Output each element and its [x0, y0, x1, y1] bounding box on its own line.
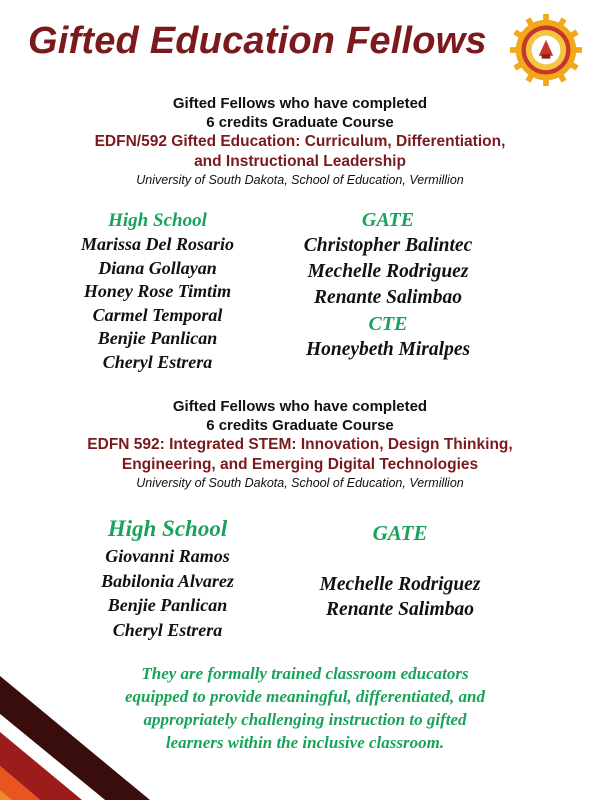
section2-high-school-name: Babilonia Alvarez: [101, 570, 234, 591]
section2-high-school-heading: High School: [107, 516, 228, 541]
section1-high-school-name: Marissa Del Rosario: [80, 234, 235, 254]
section2-high-school-name: Cheryl Estrera: [112, 619, 223, 640]
section1-high-school-name: Diana Gollayan: [98, 257, 217, 278]
section1-high-school-name: Carmel Temporal: [92, 304, 223, 325]
section2-gate-name: Mechelle Rodriguez: [319, 574, 481, 595]
section1-high-school-name: Benjie Panlican: [97, 328, 218, 348]
section2-course-line2: Engineering, and Emerging Digital Technologies: [121, 456, 479, 473]
section2-course-line1: EDFN 592: Integrated STEM: Innovation, Design Thinking,: [87, 436, 513, 453]
section1-gate-name: Mechelle Rodriguez: [307, 261, 469, 282]
section1-course-line2: and Instructional Leadership: [194, 153, 406, 170]
section1-gate-heading: GATE: [361, 209, 415, 231]
section1-course-line1: EDFN/592 Gifted Education: Curriculum, Differentiation,: [94, 133, 506, 150]
section2-intro-line1: Gifted Fellows who have completed: [172, 398, 428, 415]
section2-intro-line2: 6 credits Graduate Course: [206, 417, 394, 434]
section1-intro-line2: 6 credits Graduate Course: [206, 114, 394, 131]
section2-high-school-name: Giovanni Ramos: [105, 546, 230, 566]
section2-gate-heading: GATE: [372, 521, 428, 545]
corner-stripes-decoration: [0, 640, 200, 800]
section1-high-school-heading: High School: [108, 210, 207, 231]
closing-line: equipped to provide meaningful, differentiated, and: [125, 687, 485, 706]
closing-line: They are formally trained classroom educators: [141, 664, 469, 683]
section1-high-school-list: [55, 209, 260, 374]
section2-gate-list: [290, 572, 510, 622]
section1-gate-name: Christopher Balintec: [303, 235, 473, 256]
closing-line: learners within the inclusive classroom.: [165, 733, 445, 752]
school-seal-logo: [510, 14, 582, 86]
section1-cte-heading: CTE: [368, 313, 408, 335]
section1-gate-name: Renante Salimbao: [314, 287, 462, 308]
section2-university: University of South Dakota, School of Education, Vermillion: [136, 476, 464, 490]
section2-gate-heading-wrap: [300, 519, 500, 547]
section1-gate-list: [278, 207, 498, 363]
page-title: Gifted Education Fellows: [28, 20, 487, 62]
closing-line: appropriately challenging instruction to gifted: [143, 710, 467, 729]
section1-high-school-name: Honey Rose Timtim: [83, 281, 232, 301]
section2-high-school-name: Benjie Panlican: [107, 595, 228, 615]
section1-intro-line1: Gifted Fellows who have completed: [172, 95, 428, 112]
section1-high-school-name: Cheryl Estrera: [102, 351, 213, 372]
section1-cte-name: Honeybeth Miralpes: [305, 339, 471, 360]
section2-high-school-list: [60, 514, 275, 642]
section1-university: University of South Dakota, School of Education, Vermillion: [136, 173, 464, 187]
section2-gate-name: Renante Salimbao: [326, 599, 474, 620]
